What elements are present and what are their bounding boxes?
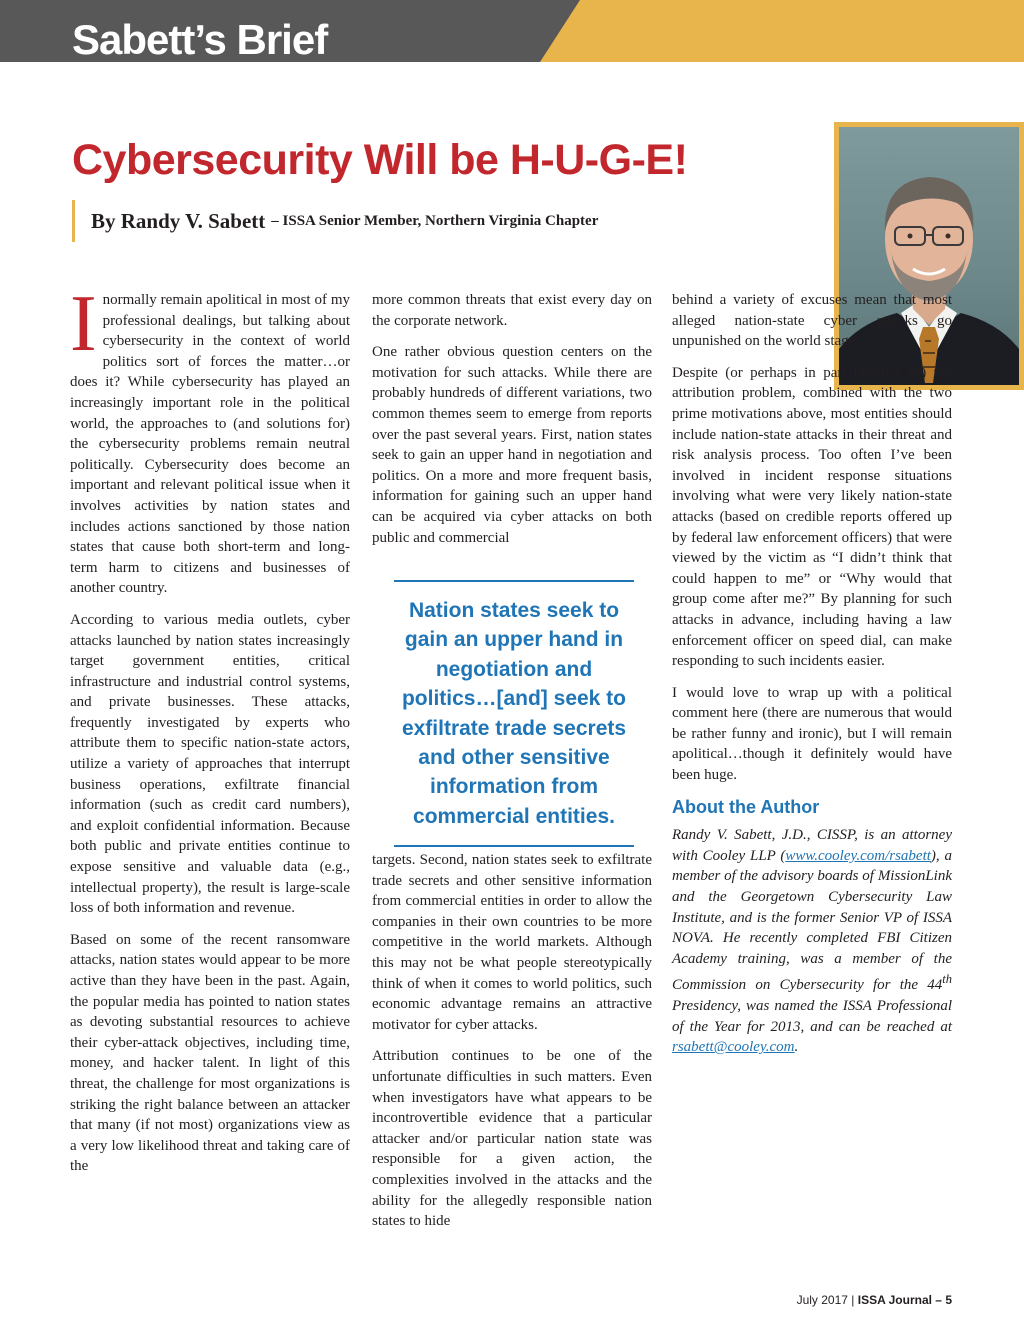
footer-separator: |	[847, 1293, 858, 1307]
paragraph: One rather obvious question centers on the motivation for such attacks. While there are probably hundreds of different variations, two common themes seem to emerge from reports over the past several years. First, nation states seek to gain an upper hand in negotiation and politics. On a more and more frequent basis, information for gaining such an upper hand can be acquired via cyber attacks on both public and commercial	[372, 344, 652, 546]
drop-cap: I	[70, 280, 97, 368]
header-accent-band	[540, 0, 1024, 62]
pull-quote: Nation states seek to gain an upper hand in negotiation and politics…[and] seek to exfiltrate trade secrets and other sensitive information from commercial entities.	[394, 580, 634, 847]
article-headline: Cybersecurity Will be H-U-G-E!	[72, 136, 688, 184]
bio-text: ), a member of the advisory boards of MissionLink and the Georgetown Cybersecurity Law Institute, and is the former Senior VP of ISSA NOVA. He recently completed FBI Citizen Academy training, was a member of the Commission on Cybersecurity for the 44	[672, 847, 952, 994]
paragraph: According to various media outlets, cyber attacks launched by nation states increasingly target government entities, critical infrastructure and industrial control systems, and private businesses. These attacks, frequently investigated by experts who attribute them to specific nation-state actors, utilize a variety of approaches that interrupt business operations, exfiltrate financial information (such as credit card numbers), and exploit confidential information. Because both public and private entities continue to expose sensitive and valuable data (e.g., intellectual property), the result is large-scale loss of both information and revenue.	[70, 611, 350, 917]
paragraph	[70, 280, 350, 599]
author-web-link[interactable]: www.cooley.com/rsabett	[785, 847, 931, 864]
bio-text: .	[794, 1039, 799, 1056]
bio-text: Presidency, was named the ISSA Professional of the Year for 2013, and can be reached at	[672, 998, 952, 1035]
bio-superscript: th	[942, 972, 952, 987]
byline-affiliation: – ISSA Senior Member, Northern Virginia Chapter	[271, 212, 599, 229]
page-footer	[797, 1293, 952, 1307]
footer-journal: ISSA Journal – 5	[857, 1293, 952, 1307]
article-column-2-top	[372, 290, 652, 559]
byline	[72, 200, 598, 242]
bio-text: Randy V. Sabett, J.D., CISSP, is an attorney with Cooley LLP (	[672, 827, 952, 864]
paragraph: I would love to wrap up with a political comment here (there are numerous that would be rather funny and ironic), but I will remain apolitical…though it definitely would have been huge.	[672, 684, 952, 784]
paragraph: Attribution continues to be one of the unfortunate difficulties in such matters. Even when investigators have what appears to be incontrovertible evidence that a particular attacker and/or particular nation state was responsible for a given action, the complexities involved in the attacks and the ability for the allegedly responsible nation states to hide	[372, 1048, 652, 1230]
paragraph-text: normally remain apolitical in most of my professional dealings, but talking about cybersecurity in the context of world politics sort of forces the matter…or does it? While cybersecurity has played an increasingly important role in the political world, the approaches to (and solutions for) the cybersecurity problems remain neutral politically. Cybersecurity does become an important and relevant political issue when it involves activities by nation states and includes actions sanctioned by those nation states that cause both short-term and long-term harm to citizens and businesses of another country.	[70, 292, 350, 597]
article-column-1	[70, 280, 350, 1188]
author-email-link[interactable]: rsabett@cooley.com	[672, 1039, 795, 1056]
article-column-3	[672, 290, 952, 1069]
article-column-2-bottom	[372, 850, 652, 1243]
byline-author: By Randy V. Sabett	[91, 208, 266, 233]
footer-date: July 2017	[796, 1293, 848, 1307]
column-title: Sabett’s Brief	[72, 16, 328, 63]
paragraph: more common threats that exist every day on the corporate network.	[372, 292, 652, 329]
author-bio	[672, 825, 952, 1058]
paragraph: targets. Second, nation states seek to exfiltrate trade secrets and other sensitive information from commercial entities in order to allow the companies in their own countries to be more competitive in the world markets. Although this may not be what people stereotypically think of when it comes to world politics, such economic advantage remains an attractive motivator for cyber attacks.	[372, 852, 652, 1033]
about-author-heading: About the Author	[672, 796, 820, 817]
paragraph: Based on some of the recent ransomware attacks, nation states would appear to be more active than they have been in the past. Again, the popular media has pointed to nation states as devoting substantial resources to achieve their cyber-attack objectives, including time, money, and hacker talent. In light of this threat, the challenge for most organizations is striking the right balance between an attacker that many (if not most) organizations view as a very low likelihood threat and taking care of the	[70, 931, 350, 1175]
paragraph: behind a variety of excuses mean that most alleged nation-state cyber attacks go unpunished on the world stage.	[672, 292, 952, 350]
paragraph: Despite (or perhaps in part because of) the attribution problem, combined with the two prime motivations above, most entities should include nation-state attacks in their threat and risk analysis process. Too often I’ve been involved in incident response situations involving what were very likely nation-state attacks (based on credible reports offered up by federal law enforcement officers) that were viewed by the victim as “I didn’t think that could happen to me” or “Why would that group come after me?” By planning for such attacks in advance, including having a law enforcement officer on speed dial, can make responding to such incidents easier.	[672, 364, 952, 670]
